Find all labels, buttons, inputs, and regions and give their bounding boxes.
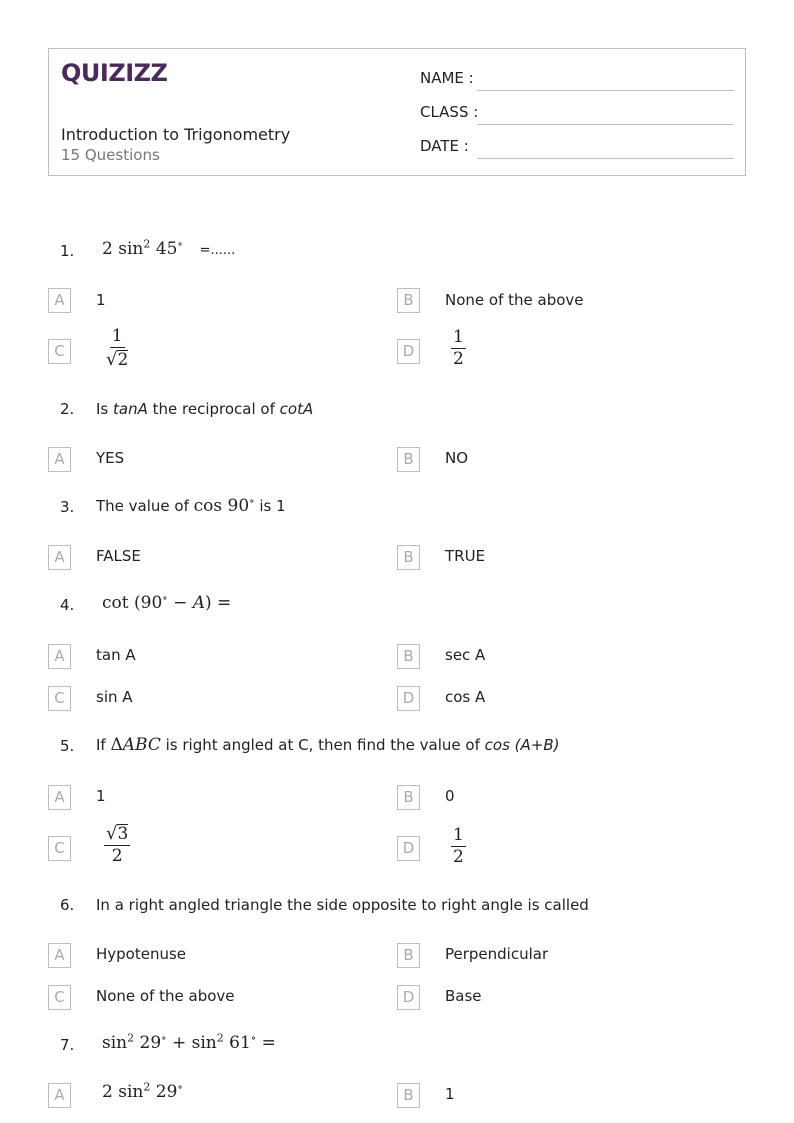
question-number: 3. (60, 498, 75, 516)
option-letter-b[interactable]: B (397, 785, 420, 810)
question-text: The value of cos 90∘ is 1 (96, 494, 286, 516)
option-c[interactable] (104, 824, 130, 865)
option-d[interactable]: Base (445, 987, 482, 1005)
option-letter-c[interactable]: C (48, 339, 71, 364)
class-line[interactable] (477, 124, 734, 125)
option-letter-a[interactable]: A (48, 943, 71, 968)
question-text (102, 593, 231, 613)
fraction: √ 3 2 (106, 823, 129, 866)
option-letter-b[interactable]: B (397, 644, 420, 669)
question-text: If ΔABC is right angled at C, then find the value of cos (A+B) (96, 735, 560, 755)
option-letter-a[interactable]: A (48, 1083, 71, 1108)
option-letter-b[interactable]: B (397, 943, 420, 968)
option-a[interactable] (102, 1082, 183, 1102)
date-line[interactable] (477, 158, 734, 159)
math-expression: 2 $\sin^2 29^\circ$ (102, 1080, 183, 1102)
question-text (102, 239, 235, 259)
option-a[interactable]: Hypotenuse (96, 945, 187, 963)
option-d[interactable] (451, 328, 466, 368)
question-count: 15 Questions (61, 146, 160, 164)
worksheet-title: Introduction to Trigonometry (61, 125, 291, 144)
question-number: 7. (60, 1036, 75, 1054)
fraction: 1 √ 2 (106, 326, 129, 370)
question-text (102, 1033, 276, 1053)
date-label: DATE : (420, 137, 469, 155)
option-a[interactable]: 1 (96, 787, 106, 805)
math-expression: cot (90∘ − A) = (102, 591, 232, 613)
option-letter-a[interactable]: A (48, 545, 71, 570)
option-letter-a[interactable]: A (48, 644, 71, 669)
option-b[interactable]: sec A (445, 646, 486, 664)
name-field[interactable] (420, 69, 734, 91)
option-b[interactable]: 1 (445, 1085, 455, 1103)
question-text: In a right angled triangle the side opposite to right angle is called (96, 896, 589, 914)
quizizz-logo: QUIZIZZ (61, 59, 168, 87)
math-expression: cos 90∘ (193, 494, 255, 516)
option-letter-c[interactable]: C (48, 686, 71, 711)
question-number: 4. (60, 596, 75, 614)
option-letter-b[interactable]: B (397, 288, 420, 313)
option-b[interactable]: Perpendicular (445, 945, 549, 963)
date-field[interactable] (420, 137, 734, 159)
option-a[interactable]: 1 (96, 291, 106, 309)
option-a[interactable]: tan A (96, 646, 136, 664)
option-letter-a[interactable]: A (48, 447, 71, 472)
question-suffix: =...... (199, 243, 236, 258)
option-letter-b[interactable]: B (397, 545, 420, 570)
fraction: $\frac{1}{2}$ (453, 825, 464, 867)
option-b[interactable]: TRUE (445, 547, 486, 565)
math-expression: $\sin^2 29^\circ + \sin^2 61^\circ$ = (102, 1031, 276, 1053)
option-letter-d[interactable]: D (397, 686, 420, 711)
option-d[interactable] (451, 826, 466, 866)
option-a[interactable]: YES (96, 449, 125, 467)
question-number: 6. (60, 896, 75, 914)
option-c[interactable] (104, 327, 130, 369)
option-c[interactable]: None of the above (96, 987, 235, 1005)
option-d[interactable]: cos A (445, 688, 486, 706)
question-text: Is tanA the reciprocal of cotA (96, 400, 314, 418)
option-c[interactable]: sin A (96, 688, 133, 706)
option-letter-b[interactable]: B (397, 1083, 420, 1108)
question-number: 1. (60, 242, 75, 260)
worksheet-header (48, 48, 746, 176)
option-b[interactable]: NO (445, 449, 469, 467)
option-letter-d[interactable]: D (397, 985, 420, 1010)
option-b[interactable]: None of the above (445, 291, 584, 309)
option-letter-d[interactable]: D (397, 339, 420, 364)
option-a[interactable]: FALSE (96, 547, 141, 565)
option-letter-a[interactable]: A (48, 785, 71, 810)
question-number: 2. (60, 400, 75, 418)
name-line[interactable] (477, 90, 734, 91)
name-label: NAME : (420, 69, 474, 87)
option-letter-c[interactable]: C (48, 985, 71, 1010)
class-field[interactable] (420, 103, 734, 125)
fraction: $\frac{1}{2}$ (453, 327, 464, 369)
math-expression: 2 $\sin^2 45^\circ$ (102, 237, 183, 259)
class-label: CLASS : (420, 103, 479, 121)
option-letter-a[interactable]: A (48, 288, 71, 313)
option-letter-c[interactable]: C (48, 836, 71, 861)
question-number: 5. (60, 737, 75, 755)
option-b[interactable]: 0 (445, 787, 455, 805)
math-expression: ΔABC (110, 735, 161, 755)
option-letter-d[interactable]: D (397, 836, 420, 861)
option-letter-b[interactable]: B (397, 447, 420, 472)
